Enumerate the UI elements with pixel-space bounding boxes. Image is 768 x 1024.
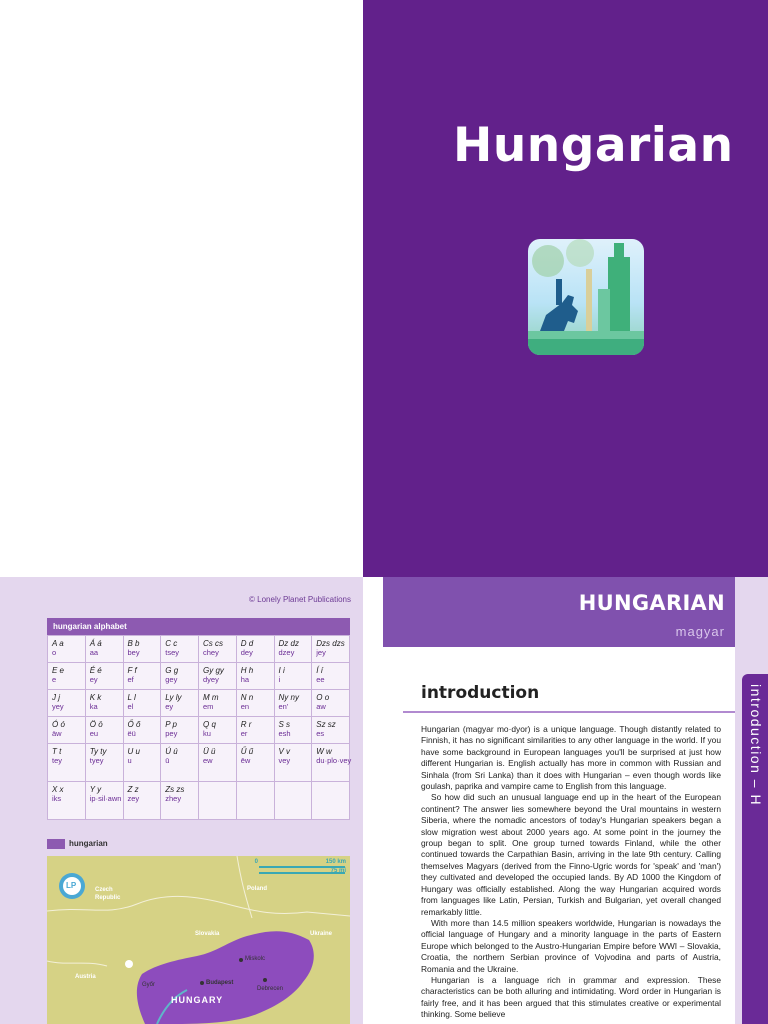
alphabet-letter: Dz dz: [278, 639, 299, 648]
section-side-tab: [742, 674, 768, 1024]
alphabet-pronunciation: e: [52, 675, 57, 684]
alphabet-title: hungarian alphabet: [47, 618, 350, 635]
map-city-budapest: Budapest: [206, 980, 234, 986]
alphabet-row: [48, 663, 350, 690]
region-map: [47, 856, 350, 1024]
map-scale-mi: 75 mi: [330, 868, 346, 874]
alphabet-cell: [85, 744, 123, 782]
alphabet-cell: [85, 782, 123, 820]
alphabet-row: [48, 744, 350, 782]
alphabet-letter: Cs cs: [203, 639, 223, 648]
alphabet-cell: [312, 744, 350, 782]
alphabet-letter: B b: [127, 639, 140, 648]
alphabet-pronunciation: chey: [203, 648, 219, 657]
alphabet-letter: T t: [52, 747, 62, 756]
alphabet-cell: [274, 636, 312, 663]
alphabet-letter: G g: [165, 666, 179, 675]
alphabet-pronunciation: dyey: [203, 675, 219, 684]
alphabet-cell: [161, 717, 199, 744]
map-city-miskolc: Miskolc: [245, 956, 266, 962]
alphabet-cell: [161, 782, 199, 820]
alphabet-box: [47, 618, 350, 820]
alphabet-pronunciation: ey: [89, 675, 98, 684]
map-country-austria: Austria: [75, 974, 96, 980]
alphabet-cell: [85, 690, 123, 717]
alphabet-page: [0, 577, 363, 1024]
alphabet-letter: Ő ő: [127, 720, 141, 729]
intro-paragraph: Hungarian is a language rich in grammar and expression. These characteristics can be both alluring and intimidating. Word order in Hungarian is fairly free, and it has been argued that this stimulates creative or experimental thinking. Some believe: [421, 974, 721, 1020]
alphabet-cell: [236, 663, 274, 690]
alphabet-pronunciation: ip·sil·awn: [89, 794, 122, 803]
alphabet-pronunciation: ka: [89, 702, 98, 711]
alphabet-letter: Sz sz: [316, 720, 336, 729]
introduction-page: [363, 577, 768, 1024]
map-scale-km: 150 km: [325, 859, 346, 865]
alphabet-cell: [312, 636, 350, 663]
alphabet-pronunciation: ēw: [240, 756, 251, 765]
alphabet-pronunciation: en: [240, 702, 250, 711]
alphabet-cell: [236, 782, 274, 820]
intro-paragraph: So how did such an unusual language end up in the heart of the European continent? The answer lies somewhere beyond the Ural mountains in western Siberia, where the nomadic ancestors of today's Hungarian speakers began a slow migration west about 2000 years ago. At some point in the journey the group began to split. One group turned towards Finland, while the other continued towards the Carpathian Basin, arriving in the late 9th century. Calling themselves Magyars (derived from the Finno-Ugric words for 'speak' and 'man') they cultivated and developed the occupied lands. By AD 1000 the Kingdom of Hungary was officially established. Along the way Hungarian acquired words from languages like Latin, Persian, Turkish and Bulgarian, yet overall changed remarkably little.: [421, 792, 721, 917]
section-heading: introduction: [421, 683, 540, 703]
alphabet-pronunciation: en': [278, 702, 289, 711]
alphabet-row: [48, 717, 350, 744]
chapter-header: [383, 577, 735, 647]
alphabet-pronunciation: ew: [203, 756, 213, 765]
alphabet-pronunciation: pey: [165, 729, 178, 738]
copyright-notice: © Lonely Planet Publications: [249, 595, 351, 604]
map-country-slovakia: Slovakia: [195, 931, 220, 937]
alphabet-pronunciation: jey: [316, 648, 326, 657]
alphabet-letter: Ty ty: [89, 747, 107, 756]
alphabet-pronunciation: em: [203, 702, 214, 711]
intro-body: [421, 724, 721, 1021]
alphabet-pronunciation: i: [278, 675, 281, 684]
intro-paragraph: With more than 14.5 million speakers worldwide, Hungarian is nowadays the official language of Hungary and a minority language in the parts of Eastern Europe which belonged to the Austro-Hungarian Empire before WWI – Slovakia, Croatia, the northern Serbian province of Vojvodina and parts of Austria, Romania and the Ukraine.: [421, 917, 721, 974]
alphabet-letter: Y y: [89, 785, 102, 794]
alphabet-cell: [236, 636, 274, 663]
alphabet-cell: [123, 744, 161, 782]
alphabet-letter: Gy gy: [203, 666, 224, 675]
alphabet-letter: Dzs dzs: [316, 639, 345, 648]
alphabet-letter: M m: [203, 693, 219, 702]
alphabet-letter: F f: [127, 666, 137, 675]
alphabet-letter: R r: [240, 720, 252, 729]
alphabet-pronunciation: du·plo·vey: [316, 756, 352, 765]
alphabet-letter: X x: [52, 785, 64, 794]
alphabet-letter: O o: [316, 693, 330, 702]
alphabet-letter: S s: [278, 720, 291, 729]
alphabet-cell: [123, 690, 161, 717]
alphabet-pronunciation: äw: [52, 729, 62, 738]
alphabet-pronunciation: gey: [165, 675, 178, 684]
alphabet-cell: [274, 717, 312, 744]
alphabet-letter: V v: [278, 747, 291, 756]
map-city-gyor: Győr: [142, 982, 156, 988]
lp-logo: LP: [66, 881, 77, 890]
alphabet-cell: [274, 782, 312, 820]
alphabet-pronunciation: zhey: [165, 794, 182, 803]
alphabet-pronunciation: ū: [165, 756, 170, 765]
alphabet-pronunciation: aa: [89, 648, 99, 657]
map-country-hungary: HUNGARY: [171, 995, 224, 1005]
alphabet-cell: [236, 717, 274, 744]
alphabet-cell: [161, 636, 199, 663]
alphabet-cell: [85, 717, 123, 744]
alphabet-letter: P p: [165, 720, 177, 729]
alphabet-cell: [274, 744, 312, 782]
alphabet-pronunciation: u: [127, 756, 132, 765]
alphabet-table: [47, 635, 350, 820]
alphabet-pronunciation: vey: [278, 756, 291, 765]
alphabet-cell: [48, 663, 86, 690]
alphabet-row: [48, 636, 350, 663]
alphabet-pronunciation: tyey: [89, 756, 104, 765]
alphabet-pronunciation: ha: [240, 675, 250, 684]
alphabet-letter: É é: [89, 666, 102, 675]
alphabet-pronunciation: ku: [203, 729, 211, 738]
alphabet-letter: Ö ö: [89, 720, 103, 729]
alphabet-letter: L l: [127, 693, 136, 702]
cover-panel: [363, 0, 768, 577]
alphabet-cell: [199, 663, 237, 690]
alphabet-cell: [161, 744, 199, 782]
map-country-czech: Czech Republic: [95, 887, 121, 901]
alphabet-letter: U u: [127, 747, 140, 756]
alphabet-cell: [48, 717, 86, 744]
alphabet-letter: W w: [316, 747, 332, 756]
map-country-ukraine: Ukraine: [310, 931, 333, 937]
alphabet-cell: [123, 663, 161, 690]
alphabet-pronunciation: aw: [316, 702, 326, 711]
alphabet-letter: J j: [52, 693, 60, 702]
alphabet-cell: [48, 782, 86, 820]
alphabet-cell: [48, 636, 86, 663]
alphabet-letter: A a: [52, 639, 64, 648]
alphabet-pronunciation: zey: [127, 794, 140, 803]
alphabet-cell: [312, 663, 350, 690]
alphabet-pronunciation: bey: [127, 648, 140, 657]
alphabet-cell: [236, 690, 274, 717]
alphabet-letter: H h: [240, 666, 254, 675]
alphabet-cell: [274, 663, 312, 690]
map-legend-swatch: [47, 839, 65, 849]
alphabet-pronunciation: tsey: [165, 648, 180, 657]
alphabet-pronunciation: esh: [278, 729, 291, 738]
alphabet-cell: [85, 636, 123, 663]
alphabet-cell: [312, 690, 350, 717]
alphabet-letter: Á á: [89, 639, 102, 648]
alphabet-cell: [236, 744, 274, 782]
alphabet-cell: [161, 690, 199, 717]
alphabet-cell: [199, 782, 237, 820]
alphabet-pronunciation: dzey: [278, 648, 295, 657]
side-tab-label: introduction – H: [748, 684, 764, 807]
alphabet-pronunciation: iks: [52, 794, 62, 803]
alphabet-letter: E e: [52, 666, 65, 675]
alphabet-cell: [274, 690, 312, 717]
chapter-subtitle: magyar: [675, 624, 725, 639]
alphabet-letter: Ó ó: [52, 720, 65, 729]
cover-title: Hungarian: [453, 118, 734, 173]
alphabet-letter: Í í: [316, 666, 323, 675]
alphabet-letter: Zs zs: [165, 785, 185, 794]
alphabet-cell: [123, 717, 161, 744]
alphabet-letter: Ly ly: [165, 693, 182, 702]
alphabet-letter: I i: [278, 666, 285, 675]
alphabet-letter: K k: [89, 693, 102, 702]
alphabet-letter: D d: [240, 639, 254, 648]
alphabet-pronunciation: tey: [52, 756, 63, 765]
alphabet-cell: [199, 690, 237, 717]
alphabet-cell: [312, 717, 350, 744]
alphabet-letter: N n: [240, 693, 254, 702]
alphabet-cell: [199, 744, 237, 782]
alphabet-letter: Ú ú: [165, 747, 178, 756]
alphabet-row: [48, 782, 350, 820]
cover-illustration: [528, 239, 644, 355]
alphabet-pronunciation: ey: [165, 702, 174, 711]
alphabet-pronunciation: el: [127, 702, 134, 711]
alphabet-letter: Z z: [127, 785, 139, 794]
alphabet-letter: Ű ű: [240, 747, 254, 756]
alphabet-cell: [312, 782, 350, 820]
alphabet-letter: Ü ü: [203, 747, 216, 756]
alphabet-pronunciation: eu: [89, 729, 99, 738]
alphabet-cell: [199, 636, 237, 663]
alphabet-cell: [123, 636, 161, 663]
alphabet-cell: [48, 690, 86, 717]
map-scale-zero: 0: [254, 859, 258, 865]
blank-page-area: [0, 0, 363, 577]
alphabet-cell: [85, 663, 123, 690]
heading-divider: [403, 711, 735, 713]
alphabet-pronunciation: yey: [52, 702, 64, 711]
alphabet-pronunciation: o: [52, 648, 57, 657]
alphabet-letter: Ny ny: [278, 693, 299, 702]
alphabet-letter: Q q: [203, 720, 216, 729]
alphabet-pronunciation: er: [240, 729, 248, 738]
map-city-debrecen: Debrecen: [257, 986, 284, 992]
alphabet-pronunciation: ee: [316, 675, 325, 684]
alphabet-cell: [199, 717, 237, 744]
alphabet-pronunciation: es: [316, 729, 325, 738]
intro-paragraph: Hungarian (magyar mo·dyor) is a unique language. Though distantly related to Finnish, it has no significant similarities to any other language in the world. If you have some background in European languages you'll be surprised at just how different Hungarian is. English actually has more in common with Russian and Sinhala (from Sri Lanka) than it does with Hungarian – even though words like goulash, paprika and vampire came to English from this language.: [421, 724, 721, 792]
map-label: hungarian: [47, 839, 108, 849]
alphabet-row: [48, 690, 350, 717]
alphabet-pronunciation: ef: [127, 675, 134, 684]
alphabet-pronunciation: dey: [240, 648, 253, 657]
map-country-poland: Poland: [247, 886, 268, 892]
alphabet-cell: [123, 782, 161, 820]
chapter-title: HUNGARIAN: [578, 591, 725, 615]
alphabet-letter: C c: [165, 639, 178, 648]
alphabet-pronunciation: ëü: [127, 729, 136, 738]
alphabet-cell: [161, 663, 199, 690]
alphabet-cell: [48, 744, 86, 782]
